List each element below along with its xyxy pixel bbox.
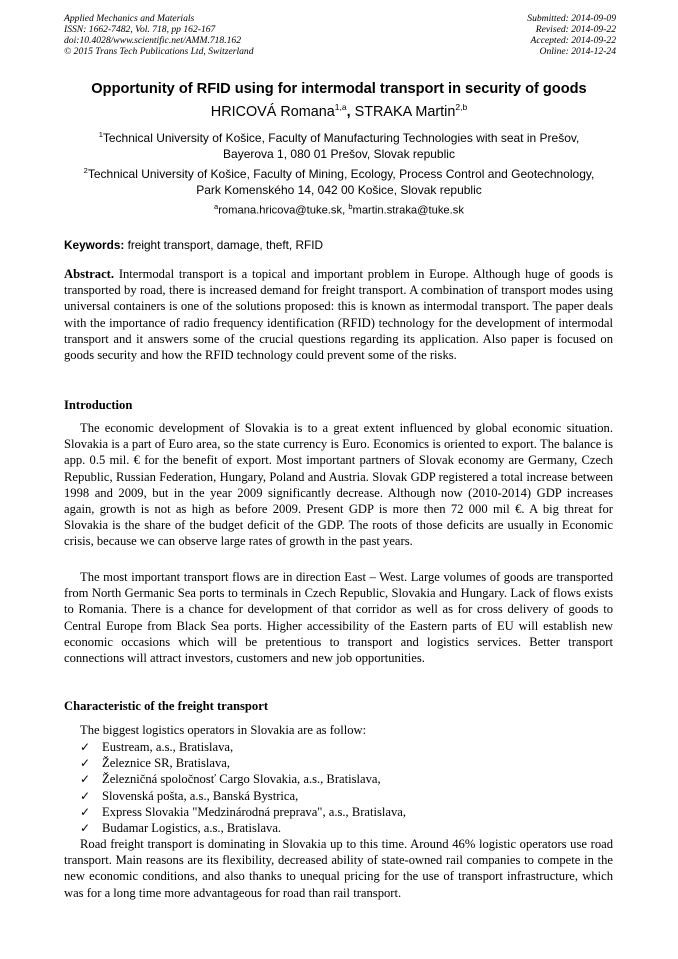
author-2: STRAKA Martin <box>354 103 456 120</box>
checkmark-icon: ✓ <box>80 772 91 787</box>
abstract <box>64 266 613 363</box>
checkmark-icon: ✓ <box>80 756 91 771</box>
operators-intro: The biggest logistics operators in Slovakia are as follow: <box>80 723 367 737</box>
author-2-sup: 2,b <box>455 102 468 112</box>
accepted-date: Accepted: 2014-09-22 <box>530 35 616 46</box>
checkmark-icon: ✓ <box>80 804 91 819</box>
doi: doi:10.4028/www.scientific.net/AMM.718.162 <box>64 35 242 46</box>
abstract-label: Abstract. <box>64 267 115 281</box>
checkmark-icon: ✓ <box>80 788 91 803</box>
introduction-heading: Introduction <box>64 398 133 412</box>
paper-title: Opportunity of RFID using for intermodal transport in security of goods <box>91 81 587 97</box>
abstract-text: Intermodal transport is a topical and important problem in Europe. Although huge of goods is transported by road, there is increased demand for freight transport. A combination of transport modes using universal containers is one of the solutions proposed: this is known as intermodal transport. The paper deals with the importance of radio frequency identification (RFID) technology for the development of intermodal transport and it answers some of the crucial questions regarding its application. Also paper is focused on goods security and how the RFID technology could prevent some of the risks. <box>64 267 613 363</box>
author-1: HRICOVÁ Romana <box>210 103 335 120</box>
affiliation-1-line2: Bayerova 1, 080 01 Prešov, Slovak republic <box>223 147 455 161</box>
checkmark-icon: ✓ <box>80 740 91 754</box>
list-item: ✓ Eustream, a.s., Bratislava, <box>80 740 234 754</box>
author-1-sup: 1,a <box>334 102 347 112</box>
keywords <box>64 238 323 252</box>
email-a-sup: a <box>214 202 219 211</box>
affiliation-1-line1: Technical University of Košice, Faculty of Manufacturing Technologies with seat in Prešov, <box>102 131 580 145</box>
author-list: HRICOVÁ Romana$^{1,a}$, STRAKA Martin$^{2,b}$ <box>210 102 468 120</box>
email-a: romana.hricova@tuke.sk <box>218 204 343 217</box>
checkmark-icon: ✓ <box>80 821 91 836</box>
list-item: ✓ Železnice SR, Bratislava, <box>80 756 230 771</box>
copyright: © 2015 Trans Tech Publications Ltd, Switzerland <box>64 46 254 57</box>
journal-info <box>64 13 254 57</box>
introduction-paragraph-1: The economic development of Slovakia is to a great extent influenced by global economic situation. Slovakia is a part of Euro area, so the state currency is Euro. Economics is oriented to export. The balance is app. 0.5 mil. € for the benefit of export. Most important partners of Slovak economy are Germany, Czech Republic, Russian Federation, Hungary, Poland and Austria. Slovak GDP registered a total increase between 1998 and 2009, but in the year 2009 significantly decrease. Although now (2010-2014) GDP increases again, growth is not as high as before 2009. Present GDP is more then 72 000 mil €. A big threat for Slovakia is the share of the budget deficit of the GDP. The roots of those deficits are usually in Economic crisis, because we can observe large rates of growth in the past years. <box>64 421 613 549</box>
list-item: ✓ Budamar Logistics, a.s., Bratislava. <box>80 821 282 836</box>
keywords-label: Keywords: <box>64 238 125 252</box>
email-b: martin.straka@tuke.sk <box>352 204 464 217</box>
affiliation-2-sup: 2 <box>83 166 88 175</box>
email-b-sup: b <box>348 202 353 211</box>
submission-dates <box>527 13 616 57</box>
revised-date: Revised: 2014-09-22 <box>535 24 616 35</box>
list-item: ✓ Slovenská pošta, a.s., Banská Bystrica, <box>80 788 299 803</box>
submitted-date: Submitted: 2014-09-09 <box>527 13 616 24</box>
road-transport-paragraph: Road freight transport is dominating in Slovakia up to this time. Around 46% logistic operators use road transport. Main reasons are its flexibility, decreased ability of state-owned rail companies to compete in the new economic conditions, and also thanks to unequal pricing for the use of transport infrastructure, which was for a long time more advantageous for road than rail transport. <box>64 837 613 900</box>
issn: ISSN: 1662-7482, Vol. 718, pp 162-167 <box>64 24 216 35</box>
introduction-paragraph-2: The most important transport flows are in direction East – West. Large volumes of goods are transported from North Germanic Sea ports to terminals in Czech Republic, Slovakia and Hungary. Lack of flows exists to Romania. There is a chance for development of that corridor as well as for cross delivery of goods to Central Europe from Black Sea ports. Higher accessibility of the Eastern parts of EU will establish new economic occasions which will be pretentious to transport and logistics services. Better transport connections will attract investors, customers and new job opportunities. <box>64 570 613 666</box>
online-date: Online: 2014-12-24 <box>539 46 616 57</box>
affiliation-1 <box>0 127 678 162</box>
journal-name: Applied Mechanics and Materials <box>64 13 195 24</box>
affiliation-2-line2: Park Komenského 14, 042 00 Košice, Slovak republic <box>196 183 482 197</box>
affiliation-2 <box>0 163 678 198</box>
list-item: ✓ Express Slovakia "Medzinárodná preprava", a.s., Bratislava, <box>80 804 407 819</box>
affiliation-2-line1: Technical University of Košice, Faculty of Mining, Ecology, Process Control and Geotechnology, <box>87 167 595 181</box>
characteristic-heading: Characteristic of the freight transport <box>64 699 269 713</box>
email-separator: , <box>342 204 349 217</box>
operators-list <box>80 739 406 836</box>
list-item: ✓ Železničná spoločnosť Cargo Slovakia, a.s., Bratislava, <box>80 772 381 787</box>
keywords-value: freight transport, damage, theft, RFID <box>127 238 323 252</box>
author-emails <box>0 202 678 217</box>
affiliation-1-sup: 1 <box>98 130 103 139</box>
